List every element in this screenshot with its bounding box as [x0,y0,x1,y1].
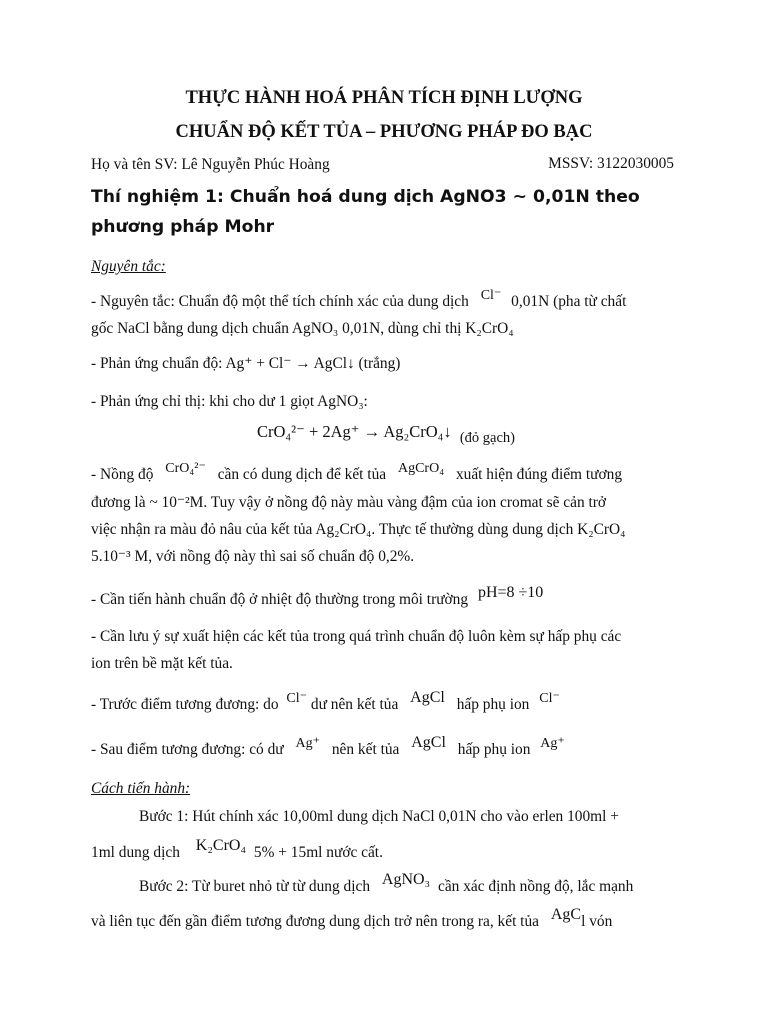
ph-condition [91,584,544,610]
equation-formula: CrO₄²⁻ + 2Ag⁺ → Ag₂CrO₄↓ [257,422,452,441]
titration-reaction: - Phản ứng chuẩn độ: Ag⁺ + Cl⁻ → AgCl↓ (trắng) [91,355,401,372]
text: Bước 2: Từ buret nhỏ từ từ dung dịch [139,878,371,895]
text: cần có dung dịch để kết tủa [217,466,387,483]
text: 5% + 15ml nước cất. [253,844,383,861]
before-equivalence [91,689,560,716]
formula-silver-ion: Ag⁺ [540,736,565,751]
principle-line-1 [91,288,627,313]
formula-silver-chloride: AgC [550,906,582,923]
text: xuất hiện đúng điểm tương [455,466,623,483]
experiment-heading-line-1: Thí nghiệm 1: Chuẩn hoá dung dịch AgNO3 ~ 0,01N theo [91,187,640,207]
text: l vón [581,913,613,930]
equation-note: (đỏ gạch) [459,430,515,446]
text: - Trước điểm tương đương: do [91,696,279,713]
student-id: MSSV: 3122030005 [548,155,674,172]
section-procedure-label: Cách tiến hành: [91,780,191,797]
concentration-line-3: việc nhận ra màu đỏ nâu của kết tủa Ag₂CrO₄. Thực tế thường dùng dung dịch K₂CrO₄ [91,521,626,538]
title-line-2: CHUẨN ĐỘ KẾT TỦA – PHƯƠNG PHÁP ĐO BẠC [175,122,593,142]
adsorption-note-2: ion trên bề mặt kết tủa. [91,655,233,672]
formula-chloride: Cl⁻ [539,691,560,706]
formula-silver-ion: Ag⁺ [295,736,320,751]
student-name: Họ và tên SV: Lê Nguyễn Phúc Hoàng [91,156,330,173]
text: 1ml dung dịch [91,844,180,861]
text: nên kết tủa [331,741,400,758]
step-2-line-1 [139,871,634,896]
after-equivalence [91,734,565,761]
text: và liên tục đến gần điểm tương đương dung dịch trở nên trong ra, kết tủa [91,913,539,930]
formula-ph: pH=8 ÷10 [477,584,544,601]
text: 0,01N (pha từ chất [511,293,627,310]
text: - Cần tiến hành chuẩn độ ở nhiệt độ thường trong môi trường [91,591,469,608]
formula-chromate: CrO₄²⁻ [165,461,206,476]
text: - Nồng độ [91,466,154,483]
concentration-line-2: đương là ~ 10⁻²M. Tuy vậy ở nồng độ này màu vàng đậm của ion cromat sẽ cản trở [91,494,607,511]
indicator-reaction: - Phản ứng chỉ thị: khi cho dư 1 giọt AgNO₃: [91,393,368,410]
indicator-equation [257,422,515,446]
text: dư nên kết tủa [310,696,399,713]
adsorption-note-1: - Cần lưu ý sự xuất hiện các kết tủa trong quá trình chuẩn độ luôn kèm sự hấp phụ các [91,628,622,645]
text: hấp phụ ion [456,696,530,713]
text: cần xác định nồng độ, lắc mạnh [438,878,634,895]
step-1-line-1: Bước 1: Hút chính xác 10,00ml dung dịch NaCl 0,01N cho vào erlen 100ml + [139,808,619,825]
section-principle-label: Nguyên tắc: [91,258,166,275]
experiment-heading-cont [91,217,274,237]
text: - Nguyên tắc: Chuẩn độ một thể tích chính xác của dung dịch [91,293,469,310]
step-2-line-2 [91,906,613,932]
formula-silver-chloride: AgCl [410,689,445,706]
text: hấp phụ ion [457,741,531,758]
step-1-line-2 [91,837,383,863]
formula-potassium-chromate: K₂CrO₄ [195,837,247,854]
formula-silver-chromate: AgCrO₄ [397,461,445,476]
text: - Sau điểm tương đương: có dư [91,741,284,758]
principle-line-2: gốc NaCl bằng dung dịch chuẩn AgNO₃ 0,01N, dùng chỉ thị K₂CrO₄ [91,320,514,337]
formula-chloride: Cl⁻ [480,288,502,303]
formula-silver-chloride: AgCl [411,734,446,751]
formula-silver-nitrate: AgNO₃ [381,871,431,888]
formula-chloride: Cl⁻ [286,691,308,706]
title-line-1: THỰC HÀNH HOÁ PHÂN TÍCH ĐỊNH LƯỢNG [185,88,583,108]
concentration-line-4: 5.10⁻³ M, với nồng độ này thì sai số chuẩn độ 0,2%. [91,548,415,565]
experiment-heading-line-2: phương pháp Mohr [91,217,275,237]
concentration-line-1 [91,461,623,486]
experiment-heading [91,187,640,207]
